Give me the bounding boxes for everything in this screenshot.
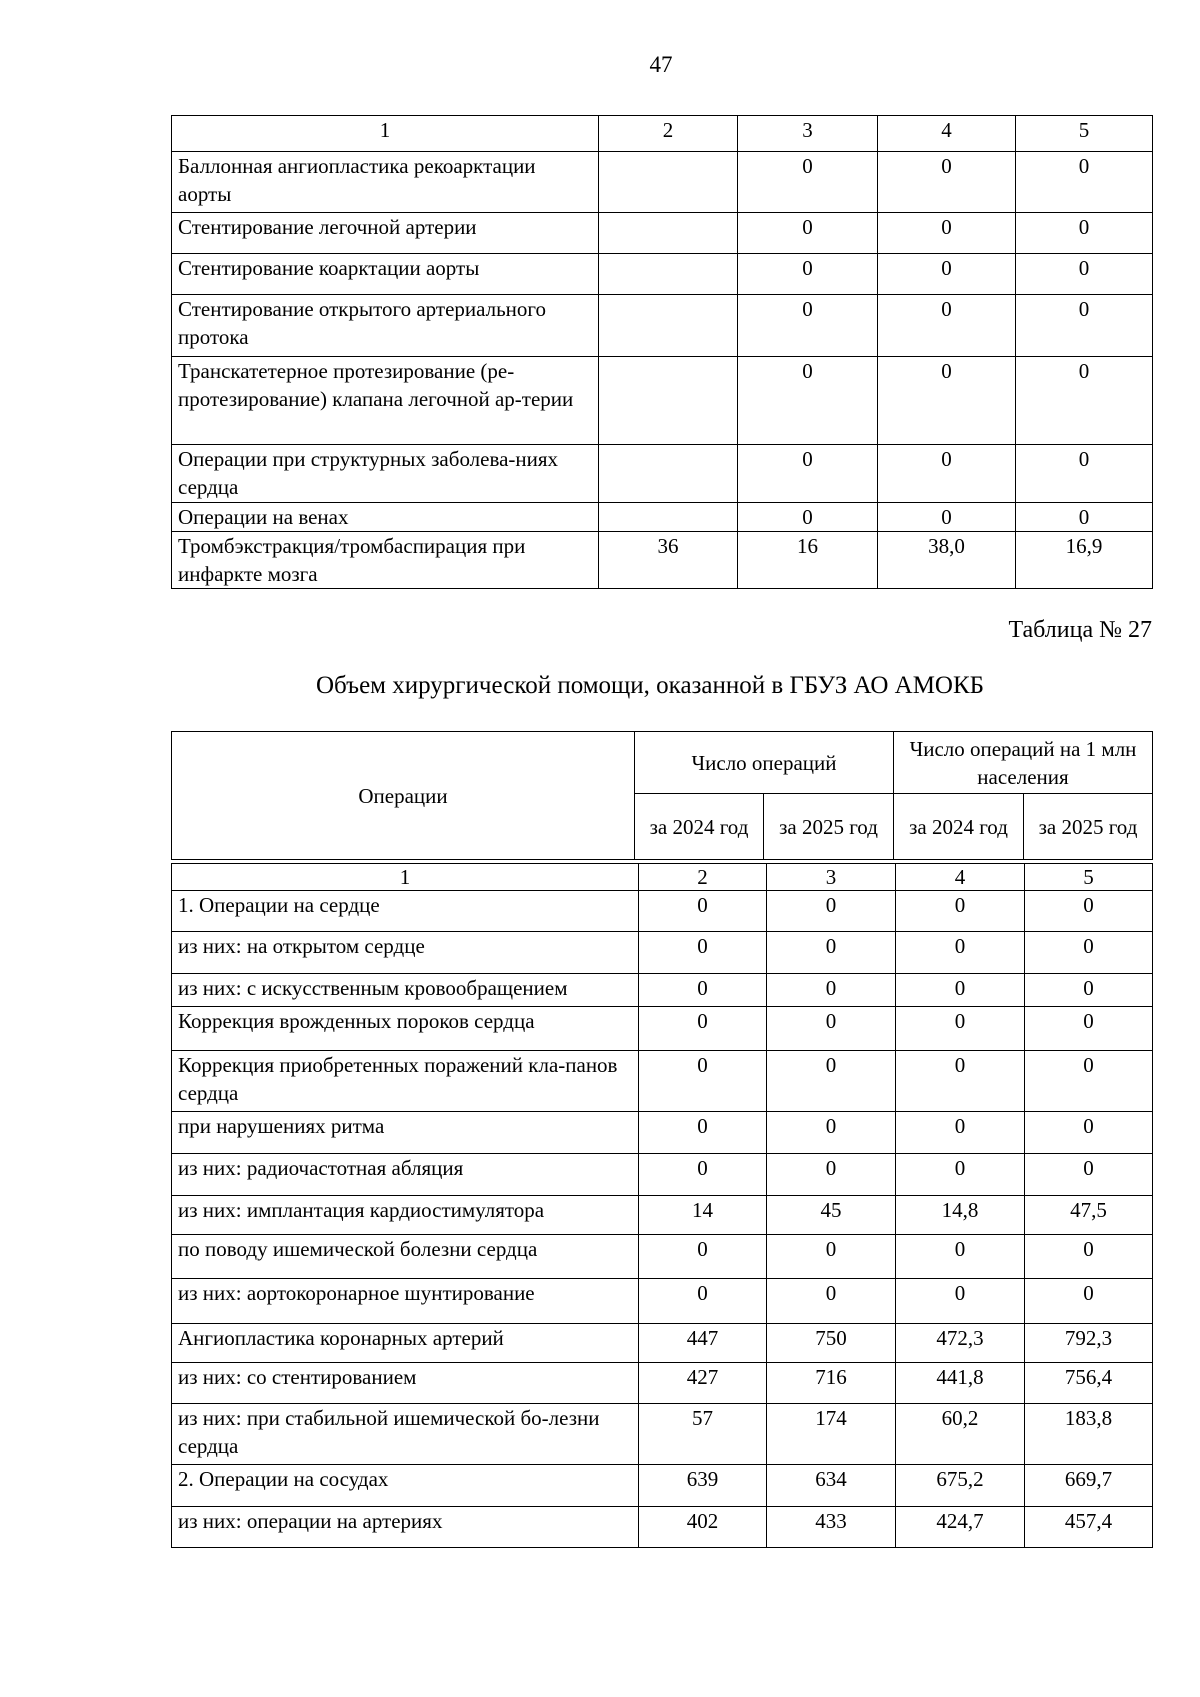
table-row [172,1324,1153,1363]
column-number: 3 [767,864,896,891]
cell-value: 0 [767,891,896,932]
cell-value: 669,7 [1025,1465,1153,1507]
cell-value: 0 [738,503,878,532]
cell-value: 60,2 [896,1404,1025,1465]
cell-value: 183,8 [1025,1404,1153,1465]
table-row [172,1112,1153,1154]
cell-value: 750 [767,1324,896,1363]
row-label: Тромбэкстракция/тромбаспирация при инфаркте мозга [172,532,599,589]
cell-value: 0 [1025,1007,1153,1051]
header-operations: Операции [172,732,635,860]
row-label: из них: имплантация кардиостимулятора [172,1196,639,1235]
cell-value: 716 [767,1363,896,1404]
cell-value: 0 [639,1154,767,1196]
cell-value: 0 [738,254,878,295]
cell-value: 0 [1025,1235,1153,1279]
table-header [171,731,1153,860]
cell-value: 0 [767,1051,896,1112]
cell-value: 0 [896,1007,1025,1051]
cell-value: 0 [1016,357,1153,445]
table-row [172,891,1153,932]
row-label: из них: на открытом сердце [172,932,639,974]
cell-value: 402 [639,1507,767,1548]
cell-value: 639 [639,1465,767,1507]
row-label: Транскатетерное протезирование (ре-протезирование) клапана легочной ар-терии [172,357,599,445]
cell-value: 0 [1016,152,1153,213]
cell-value: 0 [767,1112,896,1154]
column-number: 2 [599,116,738,152]
cell-value [599,295,738,357]
cell-value: 457,4 [1025,1507,1153,1548]
cell-value: 0 [1025,974,1153,1007]
cell-value: 0 [896,932,1025,974]
table-row [172,213,1153,254]
cell-value: 441,8 [896,1363,1025,1404]
page-number: 47 [649,52,673,77]
cell-value: 45 [767,1196,896,1235]
row-label: 2. Операции на сосудах [172,1465,639,1507]
table-row [172,152,1153,213]
cell-value: 0 [738,295,878,357]
table-title: Объем хирургической помощи, оказанной в ГБУЗ АО АМОКБ [316,672,985,699]
cell-value: 0 [639,1112,767,1154]
row-label: по поводу ишемической болезни сердца [172,1235,639,1279]
cell-value: 0 [878,503,1016,532]
table-row [172,445,1153,503]
table-number: Таблица № 27 [1008,617,1152,643]
cell-value: 0 [639,891,767,932]
cell-value: 0 [1016,254,1153,295]
row-label: из них: при стабильной ишемической бо-лезни сердца [172,1404,639,1465]
column-number: 5 [1025,864,1153,891]
cell-value: 0 [1016,213,1153,254]
column-number: 5 [1016,116,1153,152]
header-count-group: Число операций [635,732,894,794]
cell-value: 57 [639,1404,767,1465]
table-header-row [172,116,1153,152]
cell-value: 433 [767,1507,896,1548]
cell-value: 0 [896,1235,1025,1279]
cell-value [599,152,738,213]
cell-value: 0 [767,1007,896,1051]
cell-value: 14 [639,1196,767,1235]
cell-value: 0 [896,1279,1025,1324]
cell-value: 0 [1025,1051,1153,1112]
cell-value: 0 [639,974,767,1007]
table-row [172,974,1153,1007]
column-number: 4 [896,864,1025,891]
row-label: Стентирование открытого артериального протока [172,295,599,357]
header-per-million-group: Число операций на 1 млн населения [894,732,1153,794]
row-label: из них: аортокоронарное шунтирование [172,1279,639,1324]
cell-value: 0 [1025,1279,1153,1324]
table-row [172,1154,1153,1196]
cell-value: 0 [878,213,1016,254]
table-row [172,1507,1153,1548]
cell-value: 0 [738,152,878,213]
column-number: 4 [878,116,1016,152]
table-body [171,863,1153,1548]
cell-value: 47,5 [1025,1196,1153,1235]
cell-value: 0 [767,974,896,1007]
row-label: из них: с искусственным кровообращением [172,974,639,1007]
table-row [172,532,1153,589]
cell-value: 0 [878,254,1016,295]
row-label: Операции при структурных заболева-ниях сердца [172,445,599,503]
cell-value: 0 [1025,1154,1153,1196]
cell-value: 36 [599,532,738,589]
cell-value: 0 [896,891,1025,932]
cell-value: 14,8 [896,1196,1025,1235]
cell-value [599,357,738,445]
row-label: Коррекция врожденных пороков сердца [172,1007,639,1051]
header-year-2024: за 2024 год [635,794,764,860]
column-number: 2 [639,864,767,891]
row-label: из них: операции на артериях [172,1507,639,1548]
table-row [172,1363,1153,1404]
table-row [172,1007,1153,1051]
cell-value: 0 [738,357,878,445]
row-label: Ангиопластика коронарных артерий [172,1324,639,1363]
header-year-2025: за 2025 год [1024,794,1153,860]
table-row [172,1279,1153,1324]
cell-value: 0 [639,1007,767,1051]
cell-value: 0 [738,445,878,503]
header-year-2024: за 2024 год [894,794,1024,860]
column-number: 3 [738,116,878,152]
cell-value: 0 [639,1051,767,1112]
cell-value: 0 [767,1279,896,1324]
cell-value: 0 [1016,295,1153,357]
cell-value: 0 [639,932,767,974]
cell-value: 0 [1025,1112,1153,1154]
cell-value [599,445,738,503]
cell-value: 0 [878,295,1016,357]
row-label: Операции на венах [172,503,599,532]
cell-value: 792,3 [1025,1324,1153,1363]
cell-value: 675,2 [896,1465,1025,1507]
table-row [172,1196,1153,1235]
row-label: Баллонная ангиопластика рекоарктации аорты [172,152,599,213]
cell-value: 427 [639,1363,767,1404]
cell-value: 0 [896,1051,1025,1112]
table-row [172,254,1153,295]
cell-value: 0 [878,357,1016,445]
table-row [172,1404,1153,1465]
column-numbers-row [172,864,1153,891]
row-label: 1. Операции на сердце [172,891,639,932]
row-label: Стентирование коарктации аорты [172,254,599,295]
cell-value: 0 [878,445,1016,503]
cell-value: 0 [896,974,1025,1007]
table-continued [171,115,1153,589]
table-row [172,503,1153,532]
column-number: 1 [172,116,599,152]
cell-value: 0 [767,932,896,974]
cell-value: 16,9 [1016,532,1153,589]
cell-value: 0 [639,1279,767,1324]
column-number: 1 [172,864,639,891]
table-row [172,1051,1153,1112]
row-label: Стентирование легочной артерии [172,213,599,254]
cell-value [599,503,738,532]
cell-value: 0 [1016,445,1153,503]
table-row [172,1465,1153,1507]
cell-value: 0 [767,1235,896,1279]
cell-value: 0 [767,1154,896,1196]
cell-value [599,254,738,295]
cell-value: 424,7 [896,1507,1025,1548]
cell-value: 0 [1025,891,1153,932]
cell-value: 38,0 [878,532,1016,589]
header-year-2025: за 2025 год [764,794,894,860]
cell-value: 0 [896,1112,1025,1154]
cell-value: 0 [1016,503,1153,532]
cell-value: 756,4 [1025,1363,1153,1404]
table-row [172,295,1153,357]
row-label: из них: радиочастотная абляция [172,1154,639,1196]
cell-value [599,213,738,254]
cell-value: 0 [896,1154,1025,1196]
table-row [172,357,1153,445]
cell-value: 174 [767,1404,896,1465]
cell-value: 447 [639,1324,767,1363]
table-row [172,932,1153,974]
cell-value: 0 [878,152,1016,213]
cell-value: 0 [1025,932,1153,974]
cell-value: 0 [639,1235,767,1279]
table-row [172,1235,1153,1279]
row-label: из них: со стентированием [172,1363,639,1404]
row-label: Коррекция приобретенных поражений кла-панов сердца [172,1051,639,1112]
cell-value: 472,3 [896,1324,1025,1363]
cell-value: 634 [767,1465,896,1507]
cell-value: 0 [738,213,878,254]
row-label: при нарушениях ритма [172,1112,639,1154]
cell-value: 16 [738,532,878,589]
